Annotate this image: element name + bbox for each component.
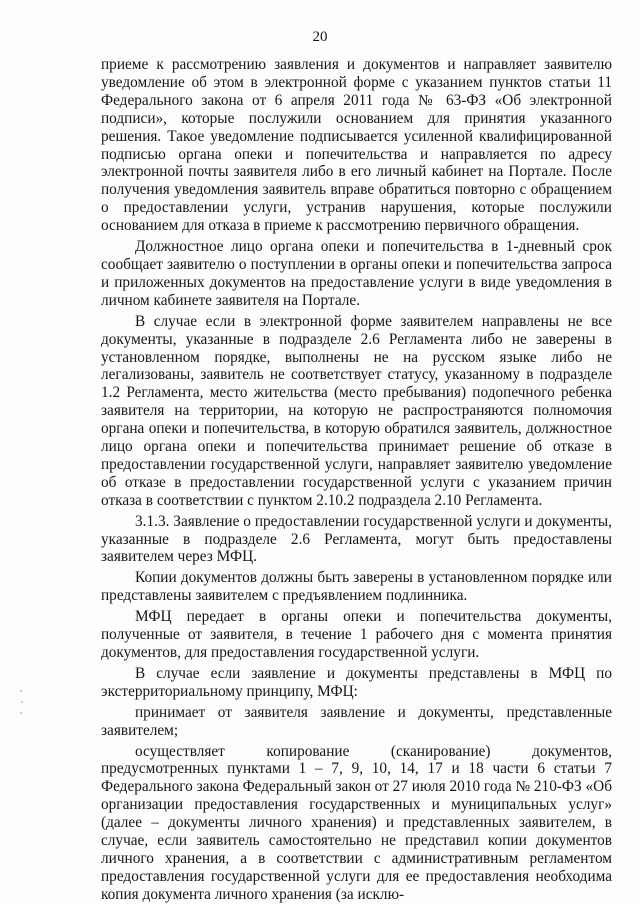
paragraph: Должностное лицо органа опеки и попечительства в 1-дневный срок сообщает заявителю о поступлении в органы опеки и попечительства запроса и приложенных документов на предоставление услуги в виде уведомления в личном кабинете заявителя на Портале. [101,238,612,309]
paragraph-continuation: приеме к рассмотрению заявления и документов и направляет заявителю уведомление об этом в электронной форме с указанием пунктов статьи 11 Федерального закона от 6 апреля 2011 года № 63-ФЗ «Об электронной подписи», которые послужили основанием для принятия указанного решения. Такое уведомление подписывается усиленной квалифицированной подписью органа опеки и попечительства и направляется по адресу электронной почты заявителя либо в его личный кабинет на Портале. После получения уведомления заявитель вправе обратиться повторно с обращением о предоставлении услуги, устранив нарушения, которые послужили основанием для отказа в приеме к рассмотрению первичного обращения. [101,56,612,235]
page-number: 20 [312,29,328,45]
scan-speck [20,712,22,714]
scan-speck [20,690,22,692]
paragraph: Копии документов должны быть заверены в установленном порядке или представлены заявителем с предъявлением подлинника. [101,569,612,605]
paragraph: осуществляет копирование (сканирование) документов, предусмотренных пунктами 1 – 7, 9, 10, 14, 17 и 18 части 6 статьи 7 Федерального закона Федеральный закон от 27 июля 2010 года № 210-ФЗ «Об организации предоставления государственных и муниципальных услуг» (далее – документы личного хранения) и представленных заявителем, в случае, если заявитель самостоятельно не представил копии документов личного хранения, а в соответствии с административным регламентом предоставления государственной услуги для ее предоставления необходима копия документа личного хранения (за исклю- [101,742,612,903]
paragraph: принимает от заявителя заявление и документы, представленные заявителем; [101,703,612,739]
document-body [101,56,612,904]
paragraph: МФЦ передает в органы опеки и попечительства документы, полученные от заявителя, в течение 1 рабочего дня с момента принятия документов, для предоставления государственной услуги. [101,608,612,661]
paragraph: В случае если заявление и документы представлены в МФЦ по экстерриториальному принципу, МФЦ: [101,664,612,700]
paragraph: 3.1.3. Заявление о предоставлении государственной услуги и документы, указанные в подразделе 2.6 Регламента, могут быть предоставлены заявителем через МФЦ. [101,512,612,566]
paragraph: В случае если в электронной форме заявителем направлены не все документы, указанные в подразделе 2.6 Регламента либо не заверены в установленном порядке, выполнены не на русском языке либо не легализованы, заявитель не соответствует статусу, указанному в подразделе 1.2 Регламента, место жительства (место пребывания) подопечного ребенка заявителя на территории, на которую не распространяются полномочия органа опеки и попечительства, в которую обратился заявитель, должностное лицо органа опеки и попечительства принимает решение об отказе в предоставлении государственной услуги, направляет заявителю уведомление об отказе в предоставлении государственной услуги с указанием причин отказа в соответствии с пунктом 2.10.2 подраздела 2.10 Регламента. [101,312,612,509]
scan-speck [21,701,23,703]
